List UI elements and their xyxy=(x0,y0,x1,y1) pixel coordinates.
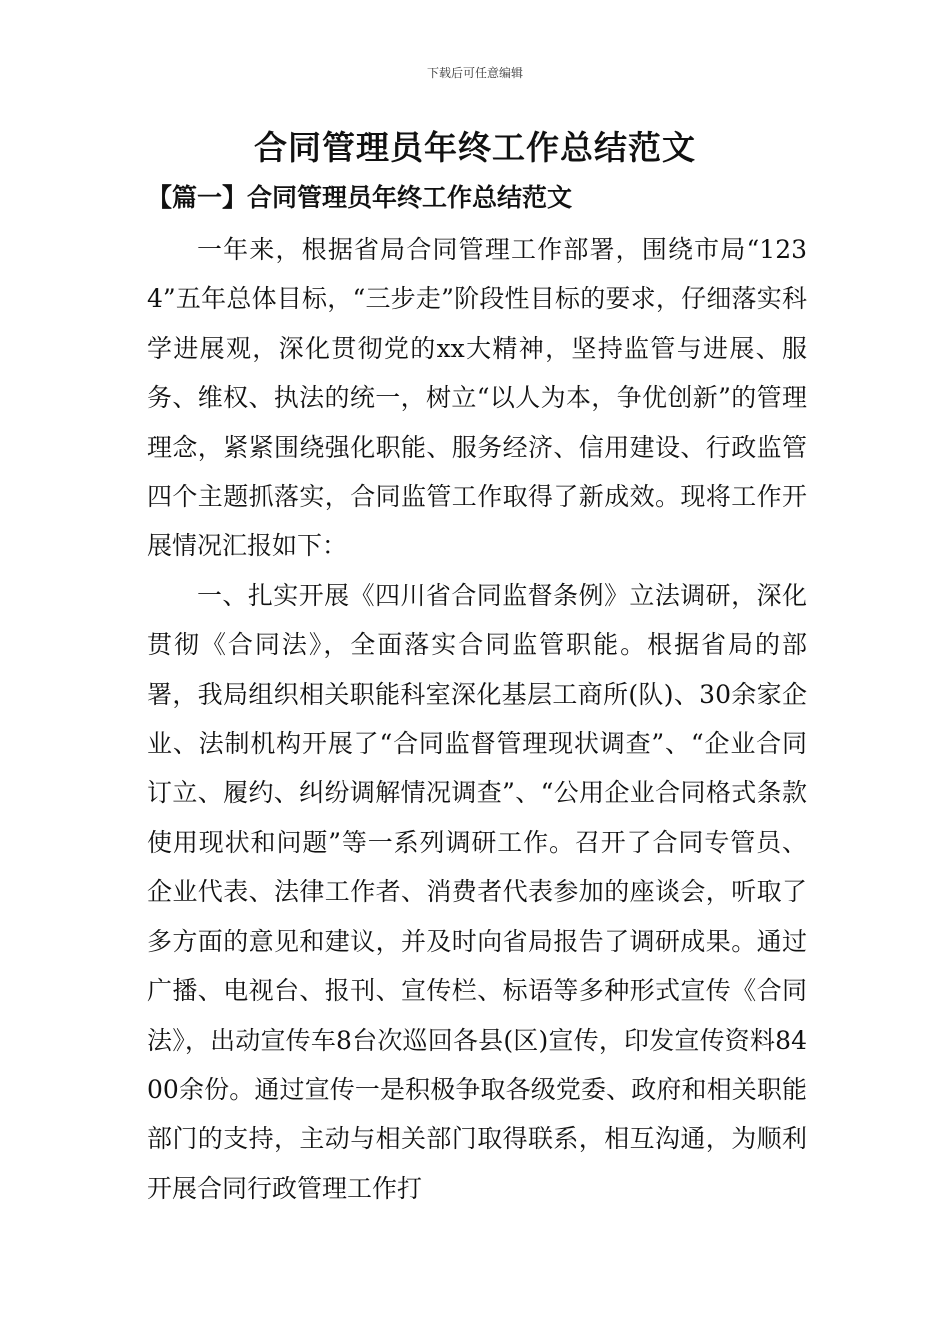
paragraph-section-one: 一、扎实开展《四川省合同监督条例》立法调研，深化贯彻《合同法》，全面落实合同监管职能。根据省局的部署，我局组织相关职能科室深化基层工商所(队)、30余家企业、法制机构开展了“合同监督管理现状调查”、“企业合同订立、履约、纠纷调解情况调查”、“公用企业合同格式条款使用现状和问题”等一系列调研工作。召开了合同专管员、企业代表、法律工作者、消费者代表参加的座谈会，听取了多方面的意见和建议，并及时向省局报告了调研成果。通过广播、电视台、报刊、宣传栏、标语等多种形式宣传《合同法》，出动宣传车8台次巡回各县(区)宣传，印发宣传资料8400余份。通过宣传一是积极争取各级党委、政府和相关职能部门的支持，主动与相关部门取得联系，相互沟通，为顺利开展合同行政管理工作打 xyxy=(147,580,807,1203)
header-note: 下载后可任意编辑 xyxy=(426,66,523,80)
body-text xyxy=(147,225,807,1213)
section-heading: 【篇一】合同管理员年终工作总结范文 xyxy=(147,183,573,212)
paragraph-intro: 一年来，根据省局合同管理工作部署，围绕市局“1234”五年总体目标，“三步走”阶段性目标的要求，仔细落实科学进展观，深化贯彻党的xx大精神，坚持监管与进展、服务、维权、执法的统一，树立“以人为本，争优创新”的管理理念，紧紧围绕强化职能、服务经济、信用建设、行政监管四个主题抓落实，合同监管工作取得了新成效。现将工作开展情况汇报如下： xyxy=(147,235,807,561)
document-title: 合同管理员年终工作总结范文 xyxy=(254,128,696,167)
